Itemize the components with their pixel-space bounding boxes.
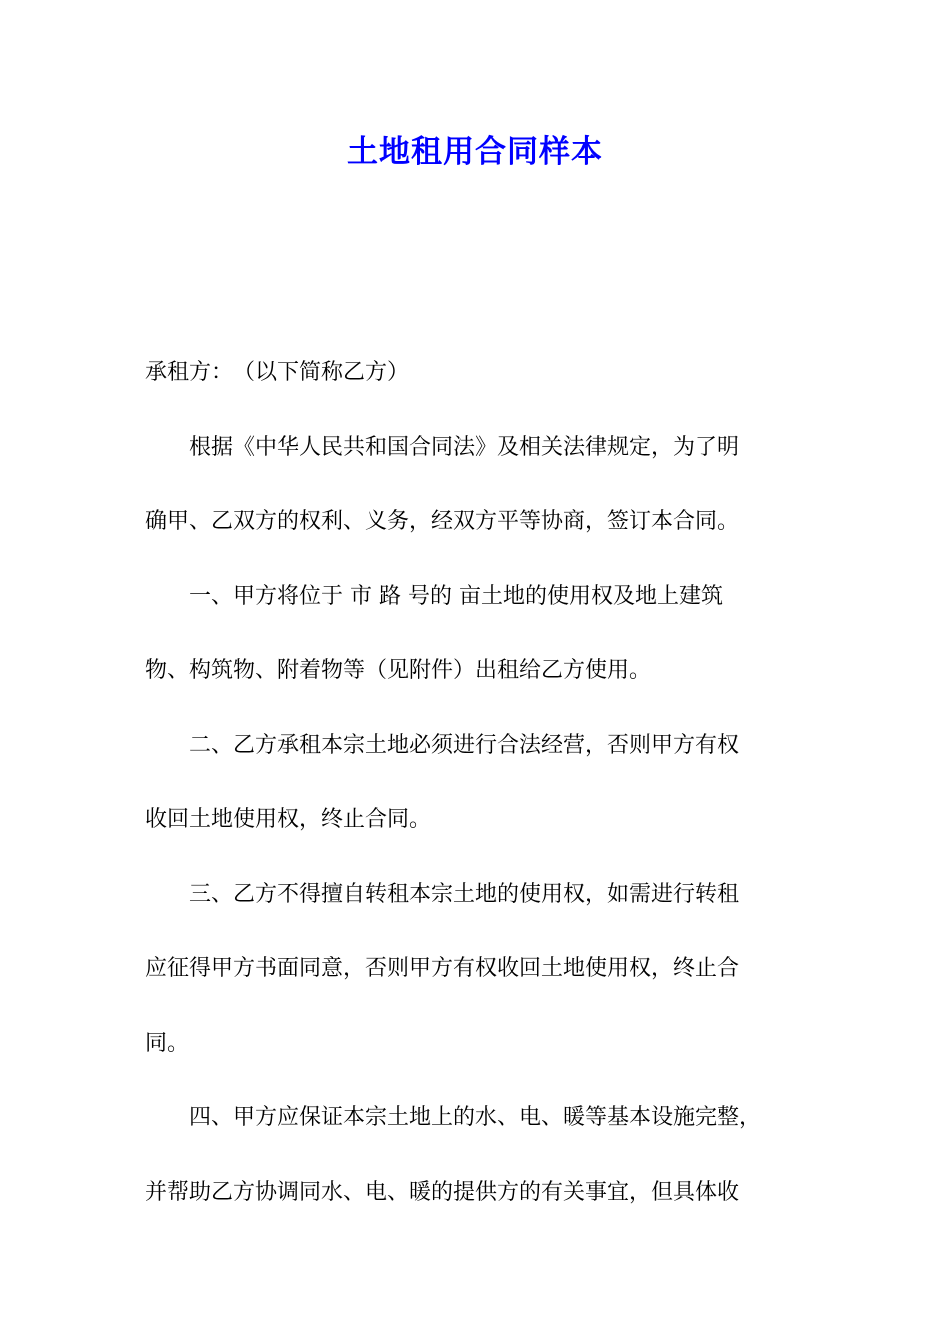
clause-4-line-1: 四、甲方应保证本宗土地上的水、电、暖等基本设施完整， <box>145 1105 762 1130</box>
preamble-line-1: 根据《中华人民共和国合同法》及相关法律规定，为了明 <box>145 434 740 460</box>
clause-4-line-2: 并帮助乙方协调同水、电、暖的提供方的有关事宜，但具体收 <box>145 1179 740 1205</box>
clause-3-line-1: 三、乙方不得擅自转租本宗土地的使用权，如需进行转租 <box>145 881 740 907</box>
lessee-line: 承租方： （以下简称乙方） <box>145 360 410 385</box>
preamble-line-2: 确甲、乙双方的权利、义务，经双方平等协商，签订本合同。 <box>145 509 740 534</box>
clause-3-line-2: 应征得甲方书面同意，否则甲方有权收回土地使用权，终止合 <box>145 956 740 981</box>
contract-body <box>145 336 810 1230</box>
clause-1-line-2: 物、构筑物、附着物等（见附件）出租给乙方使用。 <box>145 658 652 683</box>
clause-1-line-1: 一、甲方将位于 市 路 号的 亩土地的使用权及地上建筑 <box>145 583 723 609</box>
clause-2-line-1: 二、乙方承租本宗土地必须进行合法经营，否则甲方有权 <box>145 732 740 758</box>
document-title: 土地租用合同样本 <box>347 134 603 170</box>
clause-2-line-2: 收回土地使用权，终止合同。 <box>145 807 432 832</box>
clause-3-line-3: 同。 <box>145 1030 190 1056</box>
